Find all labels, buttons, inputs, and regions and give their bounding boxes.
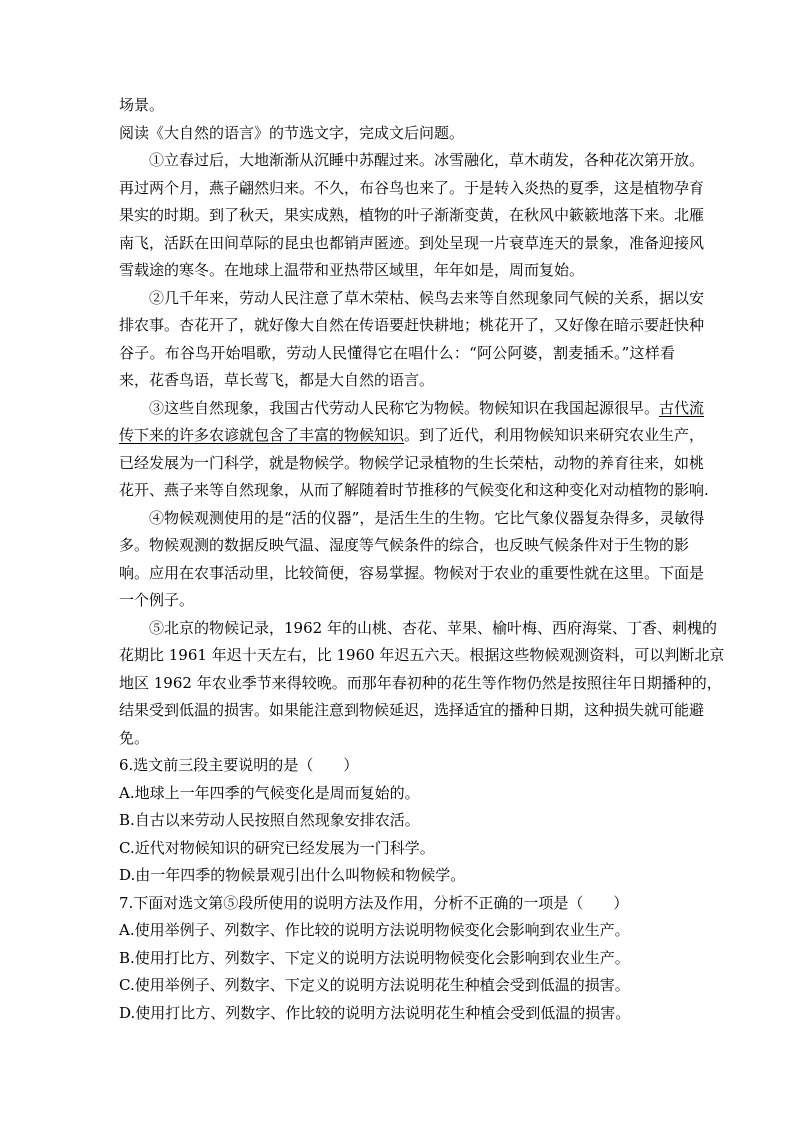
paragraph-line: 已经发展为一门科学，就是物候学。物候学记录植物的生长荣枯，动物的养育往来，如桃 bbox=[119, 453, 705, 472]
paragraph-line: ②几千年来，劳动人民注意了草木荣枯、候鸟去来等自然现象同气候的关系，据以安 bbox=[149, 288, 705, 307]
paragraph-2 bbox=[119, 285, 705, 395]
paragraph-line: 花开、燕子来等自然现象，从而了解随着时节推移的气候变化和这种变化对动植物的影响. bbox=[119, 481, 709, 499]
answer-option-a: A.地球上一年四季的气候变化是周而复始的。 bbox=[119, 783, 420, 802]
paragraph-line: 多。物候观测的数据反映气温、湿度等气候条件的综合，也反映气候条件对于生物的影 bbox=[119, 536, 690, 554]
question-7 bbox=[119, 890, 675, 1028]
paragraph-line: 地区 1962 年农业季节来得较晚。而那年春初种的花生等作物仍然是按照往年日期播种的， bbox=[119, 673, 722, 692]
lead-top-line: 场景。 bbox=[119, 96, 165, 114]
paragraph-line: 响。应用在农事活动里，比较简便，容易掌握。物候对于农业的重要性就在这里。下面是 bbox=[119, 563, 705, 582]
paragraph-line: 免。 bbox=[119, 728, 150, 747]
paragraph-1 bbox=[119, 147, 705, 285]
paragraph-line: 花期比 1961 年迟十天左右，比 1960 年迟五六天。根据这些物候观测资料，可以判断北京 bbox=[119, 646, 725, 664]
paragraph-line: 谷子。布谷鸟开始唱歌，劳动人民懂得它在唱什么：“阿公阿婆，割麦插禾。”这样看 bbox=[119, 343, 675, 362]
paragraph-line: ④物候观测使用的是“活的仪器”，是活生生的生物。它比气象仪器复杂得多，灵敏得 bbox=[149, 508, 705, 527]
paragraph-line bbox=[119, 422, 705, 450]
paragraph-4 bbox=[119, 505, 705, 615]
underlined-sentence: 传下来的许多农谚就包含了丰富的物候知识 bbox=[119, 426, 405, 444]
paragraph-line: 果实的时期。到了秋天，果实成熟，植物的叶子渐渐变黄，在秋风中簌簌地落下来。北雁 bbox=[119, 206, 705, 224]
paragraph-line: 一个例子。 bbox=[119, 591, 195, 609]
paragraph-line: ①立春过后，大地渐渐从沉睡中苏醒过来。冰雪融化，草木萌发，各种花次第开放。 bbox=[149, 151, 705, 169]
reading-instruction: 阅读《大自然的语言》的节选文字，完成文后问题。 bbox=[119, 123, 465, 142]
answer-option-d: D.由一年四季的物候景观引出什么叫物候和物候学。 bbox=[119, 866, 466, 884]
paragraph-line: 来，花香鸟语，草长莺飞，都是大自然的语言。 bbox=[119, 371, 435, 389]
paragraph-5 bbox=[119, 615, 725, 753]
paragraph-text: ③这些自然现象，我国古代劳动人民称它为物候。物候知识在我国起源很早。 bbox=[149, 398, 660, 417]
paragraph-line: 雪载途的寒冬。在地球上温带和亚热带区域里，年年如是，周而复始。 bbox=[119, 261, 585, 279]
paragraph-line: 南飞，活跃在田间草际的昆虫也都销声匿迹。到处呈现一片衰草连天的景象，准备迎接风 bbox=[119, 233, 705, 252]
paragraph-line: 排农事。杏花开了，就好像大自然在传语要赶快耕地；桃花开了，又好像在暗示要赶快种 bbox=[119, 316, 705, 334]
paragraph-line bbox=[119, 395, 705, 423]
underlined-sentence: 古代流 bbox=[659, 398, 705, 417]
answer-option-b: B.自古以来劳动人民按照自然现象安排农活。 bbox=[119, 811, 420, 829]
question-6 bbox=[119, 752, 675, 890]
answer-option-a: A.使用举例子、列数字、作比较的说明方法说明物候变化会影响到农业生产。 bbox=[119, 921, 630, 939]
paragraph-text: 。到了近代，利用物候知识来研究农业生产， bbox=[404, 426, 705, 444]
paragraph-3 bbox=[119, 395, 709, 505]
answer-option-d: D.使用打比方、列数字、作比较的说明方法说明花生种植会受到低温的损害。 bbox=[119, 1003, 631, 1022]
answer-option-c: C.近代对物候知识的研究已经发展为一门科学。 bbox=[119, 838, 435, 857]
answer-option-b: B.使用打比方、列数字、下定义的说明方法说明物候变化会影响到农业生产。 bbox=[119, 948, 630, 967]
paragraph-line: 结果受到低温的损害。如果能注意到物候延迟，选择适宜的播种日期，这种损失就可能避 bbox=[119, 701, 705, 719]
answer-option-c: C.使用举例子、列数字、下定义的说明方法说明花生种植会受到低温的损害。 bbox=[119, 976, 630, 994]
paragraph-line: ⑤北京的物候记录，1962 年的山桃、杏花、苹果、榆叶梅、西府海棠、丁香、刺槐的 bbox=[149, 618, 717, 637]
paragraph-line: 再过两个月，燕子翩然归来。不久，布谷鸟也来了。于是转入炎热的夏季，这是植物孕育 bbox=[119, 178, 705, 197]
question-stem: 6.选文前三段主要说明的是（ ） bbox=[119, 756, 359, 774]
question-stem: 7.下面对选文第⑤段所使用的说明方法及作用，分析不正确的一项是（ ） bbox=[119, 893, 629, 912]
document-content bbox=[119, 92, 725, 1027]
